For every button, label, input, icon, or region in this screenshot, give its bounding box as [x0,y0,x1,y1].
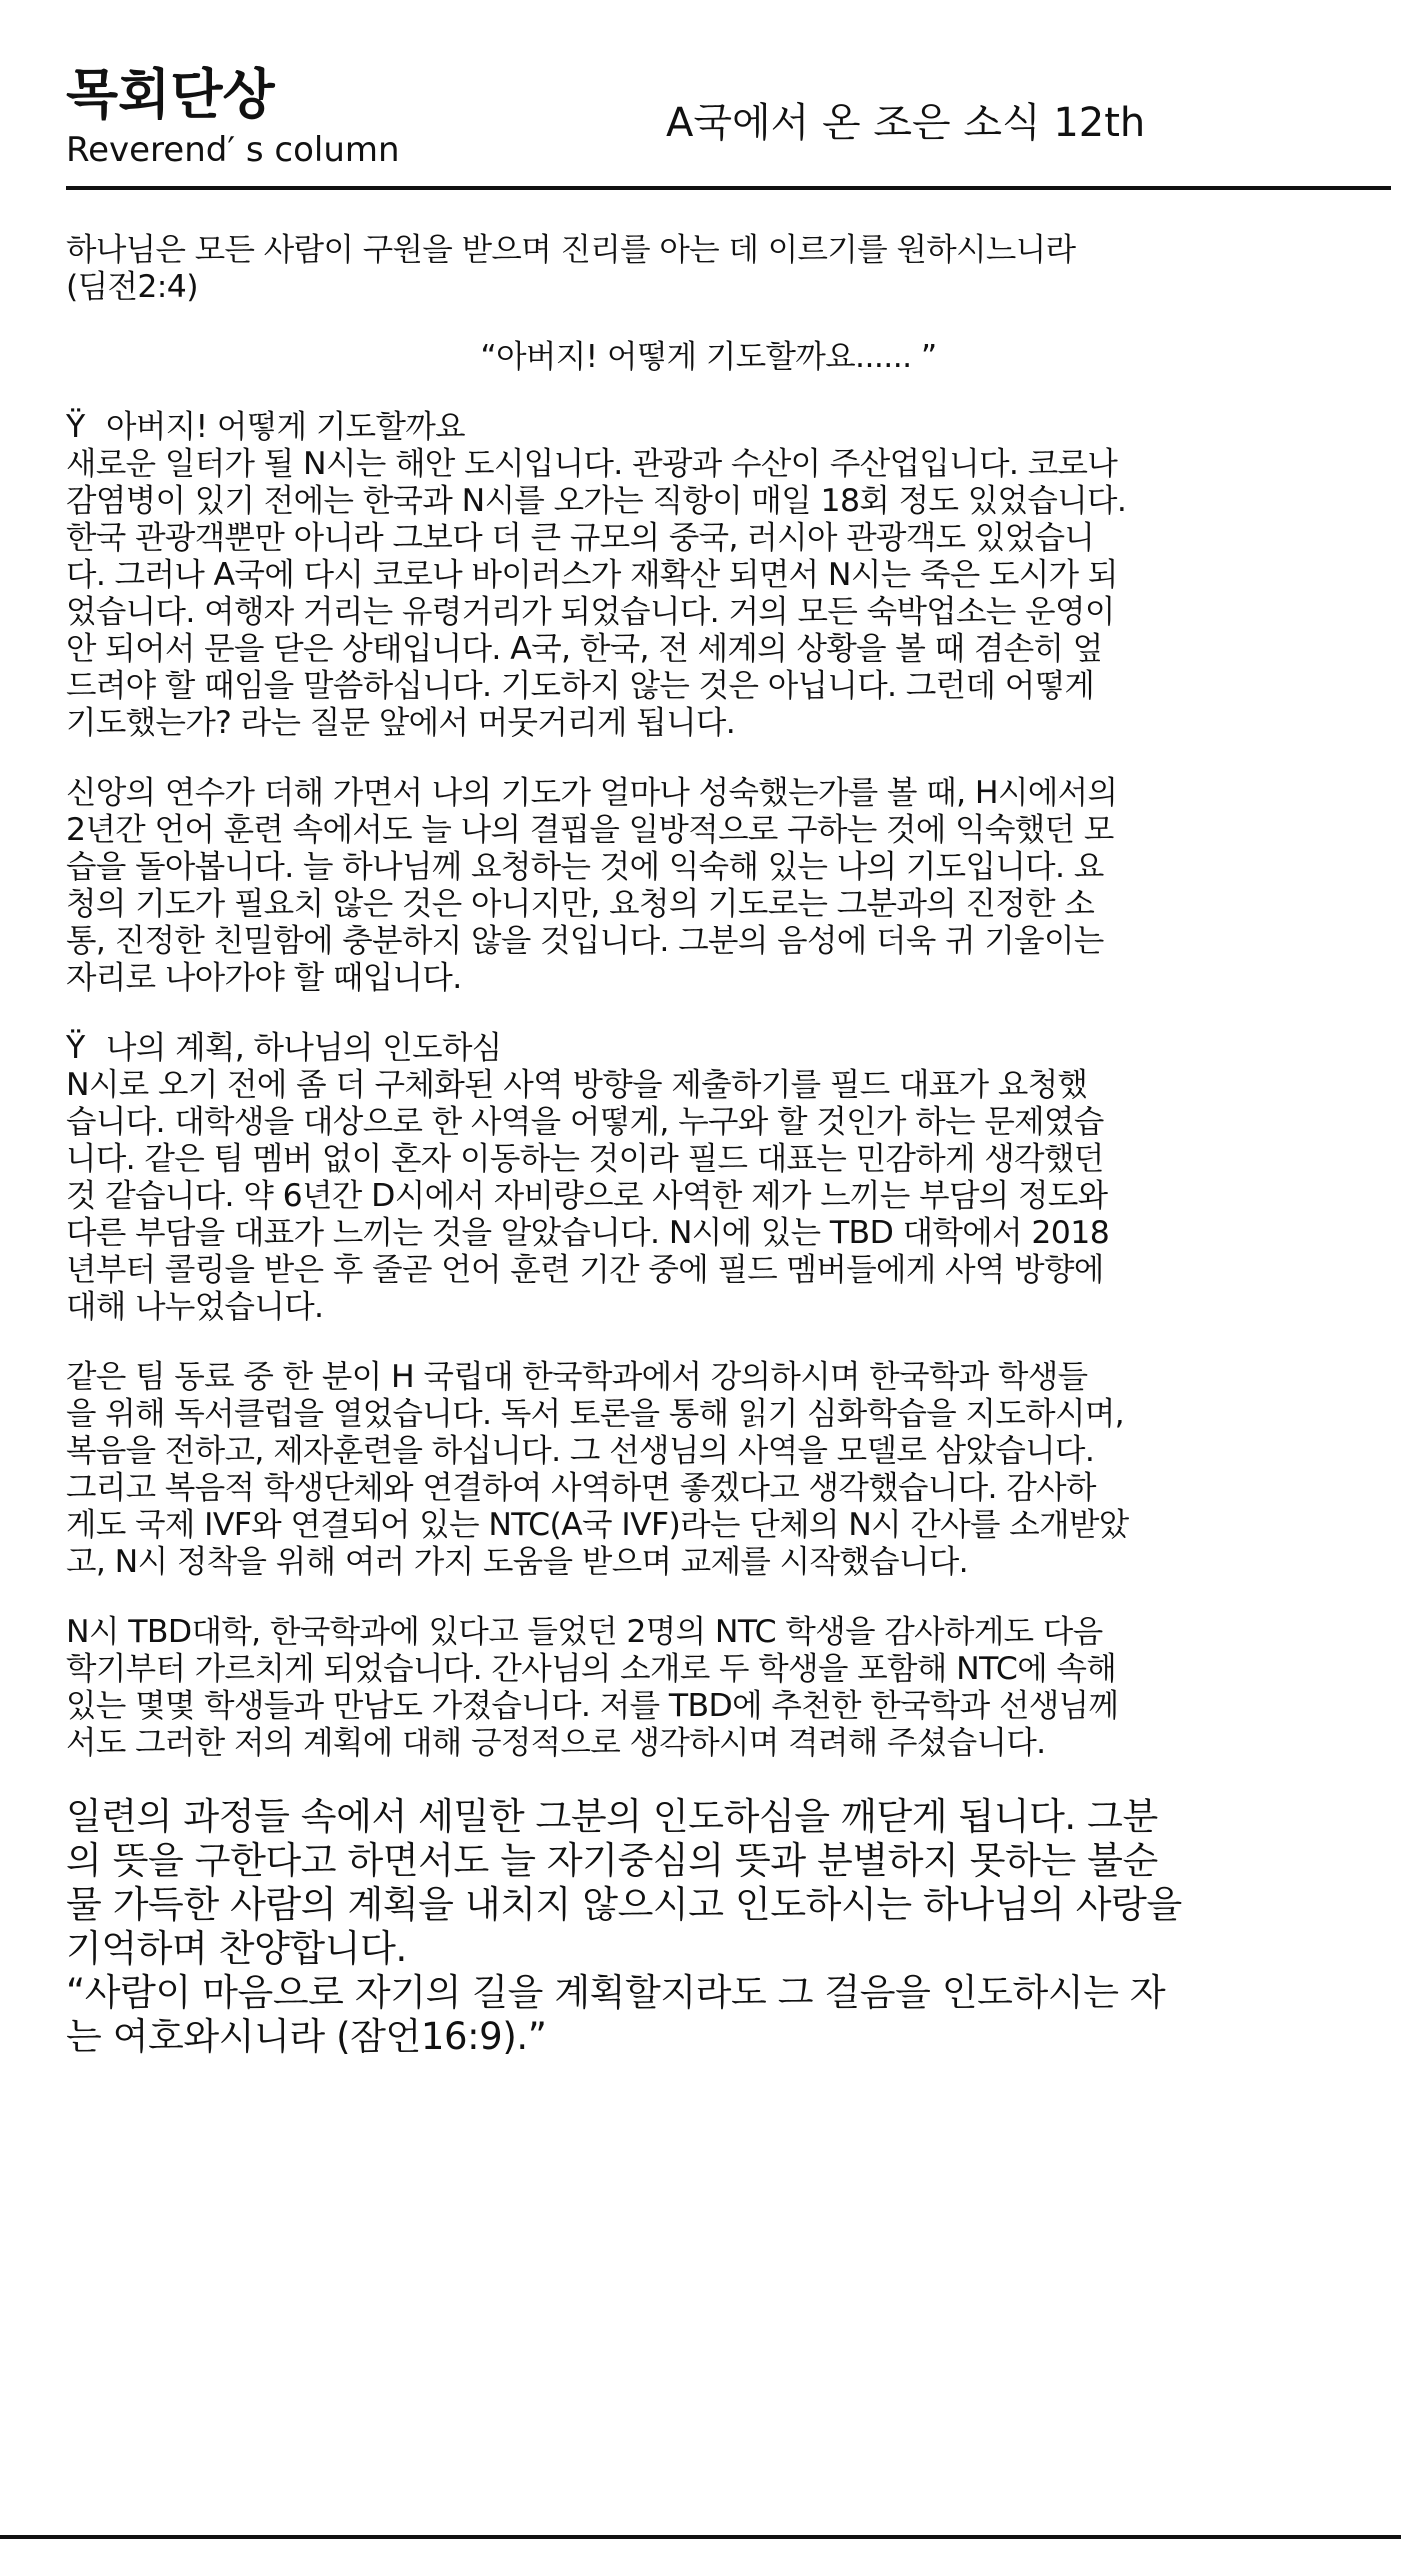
text-line: 학기부터 가르치게 되었습니다. 간사님의 소개로 두 학생을 포함해 NTC에 속해 [66,1651,1117,1687]
section-heading [66,1030,1391,1067]
paragraph [66,775,1391,997]
paragraph [66,1067,1391,1326]
text-line: 니다. 같은 팀 멤버 없이 혼자 이동하는 것이라 필드 대표는 민감하게 생각했던 [66,1141,1104,1177]
text-line: 그리고 복음적 학생단체와 연결하여 사역하면 좋겠다고 생각했습니다. 감사하 [66,1470,1096,1506]
centered-quote: “아버지! 어떻게 기도할까요...... ” [480,339,937,375]
text-line: 안 되어서 문을 닫은 상태입니다. A국, 한국, 전 세계의 상황을 볼 때 겸손히 엎 [66,631,1103,667]
text-line: 것 같습니다. 약 6년간 D시에서 자비량으로 사역한 제가 느끼는 부담의 정도와 [66,1178,1108,1214]
closing-paragraph [66,1795,1391,2059]
text-line: 게도 국제 IVF와 연결되어 있는 NTC(A국 IVF)라는 단체의 N시 간사를 소개받았 [66,1507,1129,1543]
text-line: 다른 부담을 대표가 느끼는 것을 알았습니다. N시에 있는 TBD 대학에서 2018 [66,1215,1110,1251]
header [66,60,1391,185]
column-title: 목회단상 [66,63,275,126]
header-divider [66,186,1391,190]
text-line: 청의 기도가 필요치 않은 것은 아니지만, 요청의 기도로는 그분과의 진정한 소 [66,886,1095,922]
text-line: 신앙의 연수가 더해 가면서 나의 기도가 얼마나 성숙했는가를 볼 때, H시에서의 [66,775,1118,811]
text-line: 다. 그러나 A국에 다시 코로나 바이러스가 재확산 되면서 N시는 죽은 도시가 되 [66,557,1118,593]
text-line: 한국 관광객뿐만 아니라 그보다 더 큰 규모의 중국, 러시아 관광객도 있었습니 [66,520,1095,556]
column-subtitle: Reverend′ s column [66,130,400,170]
text-line: 었습니다. 여행자 거리는 유령거리가 되었습니다. 거의 모든 숙박업소는 운영이 [66,594,1115,630]
section-heading [66,409,1391,446]
section-prayer [66,409,1391,997]
text-line: 드려야 할 때임을 말씀하십니다. 기도하지 않는 것은 아닙니다. 그런데 어떻게 [66,668,1095,704]
text-line: 년부터 콜링을 받은 후 줄곧 언어 훈련 기간 중에 필드 멤버들에게 사역 방향에 [66,1252,1104,1288]
section-heading-text: 아버지! 어떻게 기도할까요 [106,409,465,445]
text-line: N시로 오기 전에 좀 더 구체화된 사역 방향을 제출하기를 필드 대표가 요청했 [66,1067,1088,1103]
paragraph [66,1359,1391,1581]
text-line: 일련의 과정들 속에서 세밀한 그분의 인도하심을 깨닫게 됩니다. 그분 [66,1795,1158,1838]
text-line: 기도했는가? 라는 질문 앞에서 머뭇거리게 됩니다. [66,705,736,741]
text-line: 하나님은 모든 사람이 구원을 받으며 진리를 아는 데 이르기를 원하시느니라 [66,232,1076,268]
text-line: 서도 그러한 저의 계획에 대해 긍정적으로 생각하시며 격려해 주셨습니다. [66,1725,1046,1761]
text-line: 통, 진정한 친밀함에 충분하지 않을 것입니다. 그분의 음성에 더욱 귀 기울이는 [66,923,1104,959]
text-line: 자리로 나아가야 할 때입니다. [66,960,462,996]
footer-divider [0,2535,1401,2539]
letter-title: A국에서 온 조은 소식 12th [666,100,1146,146]
paragraph [66,1614,1391,1762]
section-heading-text: 나의 계획, 하나님의 인도하심 [106,1030,502,1066]
text-line: 을 위해 독서클럽을 열었습니다. 독서 토론을 통해 읽기 심화학습을 지도하시며, [66,1396,1125,1432]
text-line: 새로운 일터가 될 N시는 해안 도시입니다. 관광과 수산이 주산업입니다. 코로나 [66,446,1118,482]
text-line: N시 TBD대학, 한국학과에 있다고 들었던 2명의 NTC 학생을 감사하게도 다음 [66,1614,1103,1650]
paragraph [66,446,1391,742]
text-line: (딤전2:4) [66,269,198,305]
text-line: 대해 나누었습니다. [66,1289,324,1325]
article-body [66,232,1391,2059]
text-line: 복음을 전하고, 제자훈련을 하십니다. 그 선생님의 사역을 모델로 삼았습니다. [66,1433,1095,1469]
text-line: 는 여호와시니라 (잠언16:9).” [66,2015,547,2058]
text-line: 습을 돌아봅니다. 늘 하나님께 요청하는 것에 익숙해 있는 나의 기도입니다. 요 [66,849,1104,885]
text-line: 감염병이 있기 전에는 한국과 N시를 오가는 직항이 매일 18회 정도 있었습니다. [66,483,1127,519]
text-line: “사람이 마음으로 자기의 길을 계획할지라도 그 걸음을 인도하시는 자 [66,1971,1166,2014]
text-line: 고, N시 정착을 위해 여러 가지 도움을 받으며 교제를 시작했습니다. [66,1544,969,1580]
text-line: 2년간 언어 훈련 속에서도 늘 나의 결핍을 일방적으로 구하는 것에 익숙했던 모 [66,812,1114,848]
bullet-icon: Ÿ [66,1030,85,1066]
text-line: 기억하며 찬양합니다. [66,1927,407,1970]
bullet-icon: Ÿ [66,409,85,445]
text-line: 있는 몇몇 학생들과 만남도 가졌습니다. 저를 TBD에 추천한 한국학과 선생님께 [66,1688,1119,1724]
text-line: 의 뜻을 구한다고 하면서도 늘 자기중심의 뜻과 분별하지 못하는 불순 [66,1839,1158,1882]
scripture-opening [66,232,1391,306]
text-line: 같은 팀 동료 중 한 분이 H 국립대 한국학과에서 강의하시며 한국학과 학생들 [66,1359,1088,1395]
text-line: 습니다. 대학생을 대상으로 한 사역을 어떻게, 누구와 할 것인가 하는 문제였습 [66,1104,1104,1140]
text-line: 물 가득한 사람의 계획을 내치지 않으시고 인도하시는 하나님의 사랑을 [66,1883,1182,1926]
section-plan-guidance [66,1030,1391,1762]
